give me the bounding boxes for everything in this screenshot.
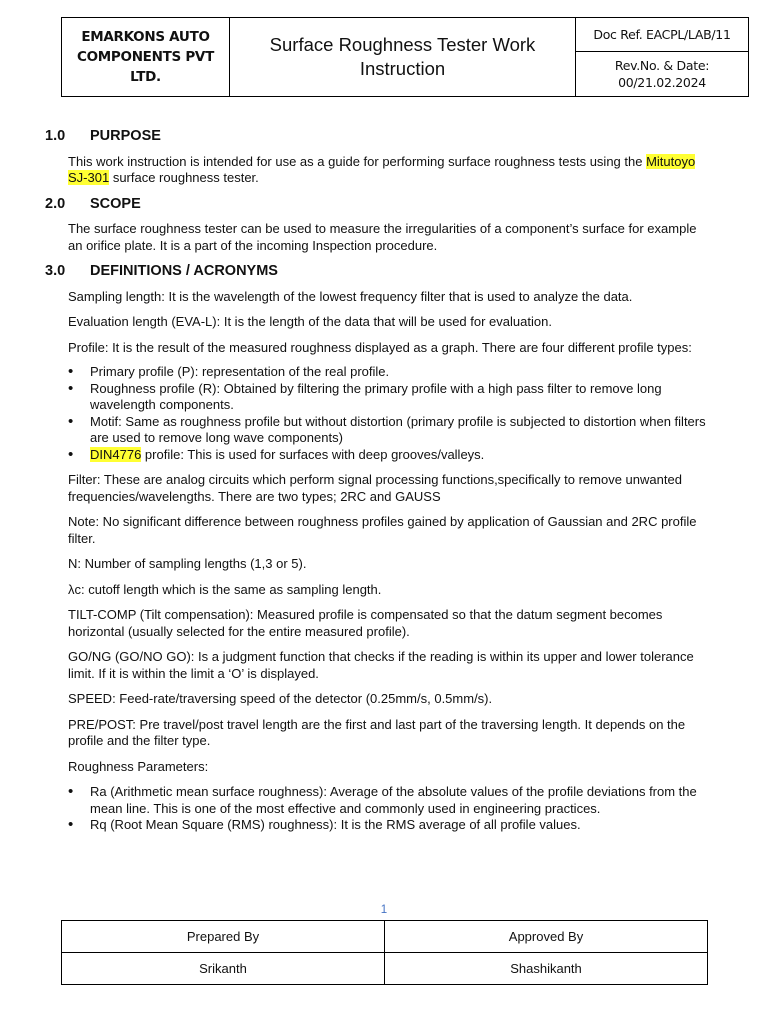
list-item: • Rq (Root Mean Square (RMS) roughness): It is the RMS average of all profile values. [68,817,713,834]
profile-types-list [68,364,713,463]
roughness-parameters-label: Roughness Parameters: [68,758,209,774]
definition-filter: Filter: These are analog circuits which perform signal processing functions,specifically to remove unwanted frequencies/wavelengths. There are two types; 2RC and GAUSS [68,472,682,504]
definition-n: N: Number of sampling lengths (1,3 or 5). [68,556,307,571]
definition-profile: Profile: It is the result of the measured roughness displayed as a graph. There are four different profile types: [68,339,692,355]
section-number: 1.0 [45,128,66,144]
definition-speed: SPEED: Feed-rate/traversing speed of the detector (0.25mm/s, 0.5mm/s). [68,691,493,706]
approval-table [61,920,708,985]
revision-date: 00/21.02.2024 [618,75,706,90]
document-title-line2: Instruction [359,58,446,79]
approved-by-name: Shashikanth [385,953,708,985]
scope-paragraph: The surface roughness tester can be used to measure the irregularities of a component’s surface for example an orifice plate. It is a part of the incoming Inspection procedure. [68,221,697,253]
table-row [62,953,708,985]
definition-tilt-comp: TILT-COMP (Tilt compensation): Measured profile is compensated so that the datum segment becomes horizontal (usually selected for the entire measured profile). [68,607,663,639]
company-name-line1: EMARKONS AUTO [81,29,210,45]
document-title [230,18,576,96]
prepared-by-name: Srikanth [62,953,385,985]
section-title: DEFINITIONS / ACRONYMS [90,263,278,279]
list-item: • Motif: Same as roughness profile but without distortion (primary profile is subjected to distortion when filters are used to remove long wave components) [68,414,713,447]
definition-evaluation-length: Evaluation length (EVA-L): It is the length of the data that will be used for evaluation. [68,314,552,329]
table-row [62,921,708,953]
document-header [61,17,749,97]
document-meta [576,18,748,96]
definition-note: Note: No significant difference between roughness profiles gained by application of Gaussian and 2RC profile filter. [68,514,697,546]
purpose-paragraph [68,154,713,187]
document-title-line1: Surface Roughness Tester Work [269,34,536,55]
prepared-by-label: Prepared By [62,921,385,953]
list-item [68,447,713,464]
highlighted-standard: DIN4776 [90,446,142,462]
purpose-text: This work instruction is intended for use as a guide for performing surface roughness tests using the [68,153,647,169]
revision-label: Rev.No. & Date: [614,58,710,73]
company-name [62,18,230,96]
section-heading-definitions [45,263,713,280]
revision-info [576,52,748,96]
section-title: PURPOSE [90,128,161,144]
document-body [45,128,713,843]
section-number: 3.0 [45,263,66,279]
section-heading-scope [45,196,713,213]
page-number: 1 [380,904,388,916]
roughness-parameters-list [68,784,713,834]
section-heading-purpose [45,128,713,145]
section-title: SCOPE [90,195,141,212]
company-name-line2: COMPONENTS PVT LTD. [77,49,214,85]
highlighted-model: Mitutoyo SJ-301 [68,153,696,185]
section-number: 2.0 [45,195,66,212]
list-item: • Roughness profile (R): Obtained by filtering the primary profile with a high pass filter to remove long wavelength components. [68,381,713,414]
approved-by-label: Approved By [385,921,708,953]
definition-pre-post: PRE/POST: Pre travel/post travel length are the first and last part of the traversing length. It depends on the profile and the filter type. [68,716,686,748]
definition-sampling-length: Sampling length: It is the wavelength of the lowest frequency filter that is used to analyze the data. [68,288,633,304]
doc-ref: Doc Ref. EACPL/LAB/11 [576,18,748,52]
din-profile-text: profile: This is used for surfaces with deep grooves/valleys. [141,446,485,462]
purpose-text-end: surface roughness tester. [109,170,259,185]
list-item: • Ra (Arithmetic mean surface roughness): Average of the absolute values of the profile deviations from the mean line. This is one of the most effective and commonly used in engineering practices. [68,784,713,817]
definition-lambda-c: λc: cutoff length which is the same as sampling length. [68,581,382,597]
list-item: • Primary profile (P): representation of the real profile. [68,364,713,381]
definition-go-ng: GO/NG (GO/NO GO): Is a judgment function that checks if the reading is within its upper and lower tolerance limit. If it is within the limit a ‘O’ is displayed. [68,649,694,681]
